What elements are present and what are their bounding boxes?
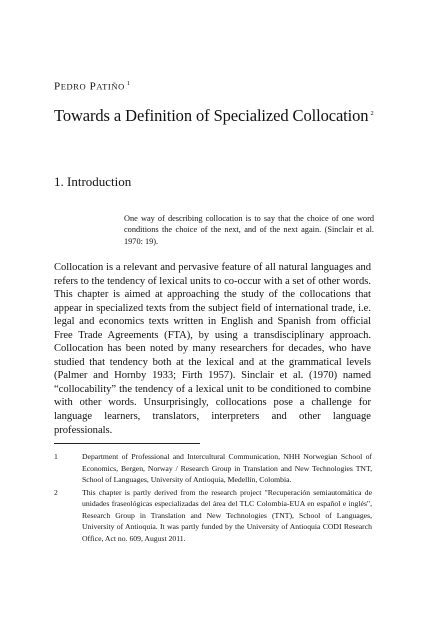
author-first-rest: EDRO xyxy=(60,81,87,92)
footnote-number: 1 xyxy=(54,452,58,461)
author-first-initial: P xyxy=(54,80,61,93)
author-last-rest: ATIÑO xyxy=(96,81,125,92)
footnote-item xyxy=(54,487,372,545)
section-heading: 1. Introduction xyxy=(54,174,132,189)
footnote-item xyxy=(54,451,372,486)
chapter-title-text: Towards a Definition of Specialized Collocation xyxy=(54,106,369,125)
title-footnote-marker: 2 xyxy=(370,109,374,117)
author-name xyxy=(54,80,131,93)
chapter-title xyxy=(54,106,374,126)
body-paragraph: Collocation is a relevant and pervasive feature of all natural languages and refers to the tendency of lexical units to co-occur with a set of other words. This chapter is aimed at approaching the study of the collocations that appear in specialized texts from the subject field of international trade, i.e. legal and economics texts written in English and Spanish from official Free Trade Agreements (FTA), by using a transdisciplinary approach. Collocation has been noted by many researchers for decades, who have studied that tendency both at the lexical and at the grammatical levels (Palmer and Hornby 1933; Firth 1957). Sinclair et al. (1970) named “collocability” the tendency of a lexical unit to be conditioned to combine with other words. Unsurprisingly, collocations pose a challenge for language learners, translators, interpreters and other language professionals. xyxy=(54,262,371,436)
footnote-number: 2 xyxy=(54,487,58,497)
author-last-initial: P xyxy=(89,80,97,93)
footnote-text: This chapter is partly derived from the research project "Recuperación semiautomática de unidades fraseológicas especializadas del área del TLC Colombia-EUA en español e inglés", Research Group in Translation and New Technologies (TNT), School of Languages, University of Antioquia. It was partly funded by the University of Antioquia CODI Research Office, Act no. 609, August 2011. xyxy=(82,487,372,543)
footnote-divider xyxy=(54,443,200,444)
epigraph-quote: One way of describing collocation is to say that the choice of one word conditions the choice of the next, and of the next again. (Sinclair et al. 1970: 19). xyxy=(124,214,374,246)
author-footnote-marker: 1 xyxy=(126,80,131,87)
footnote-text: Department of Professional and Intercultural Communication, NHH Norwegian School of Economics, Bergen, Norway / Research Group in Translation and New Technologies TNT, School of Languages, University of Antioquia, Medellín, Colombia. xyxy=(82,452,372,484)
footnotes xyxy=(54,451,372,545)
